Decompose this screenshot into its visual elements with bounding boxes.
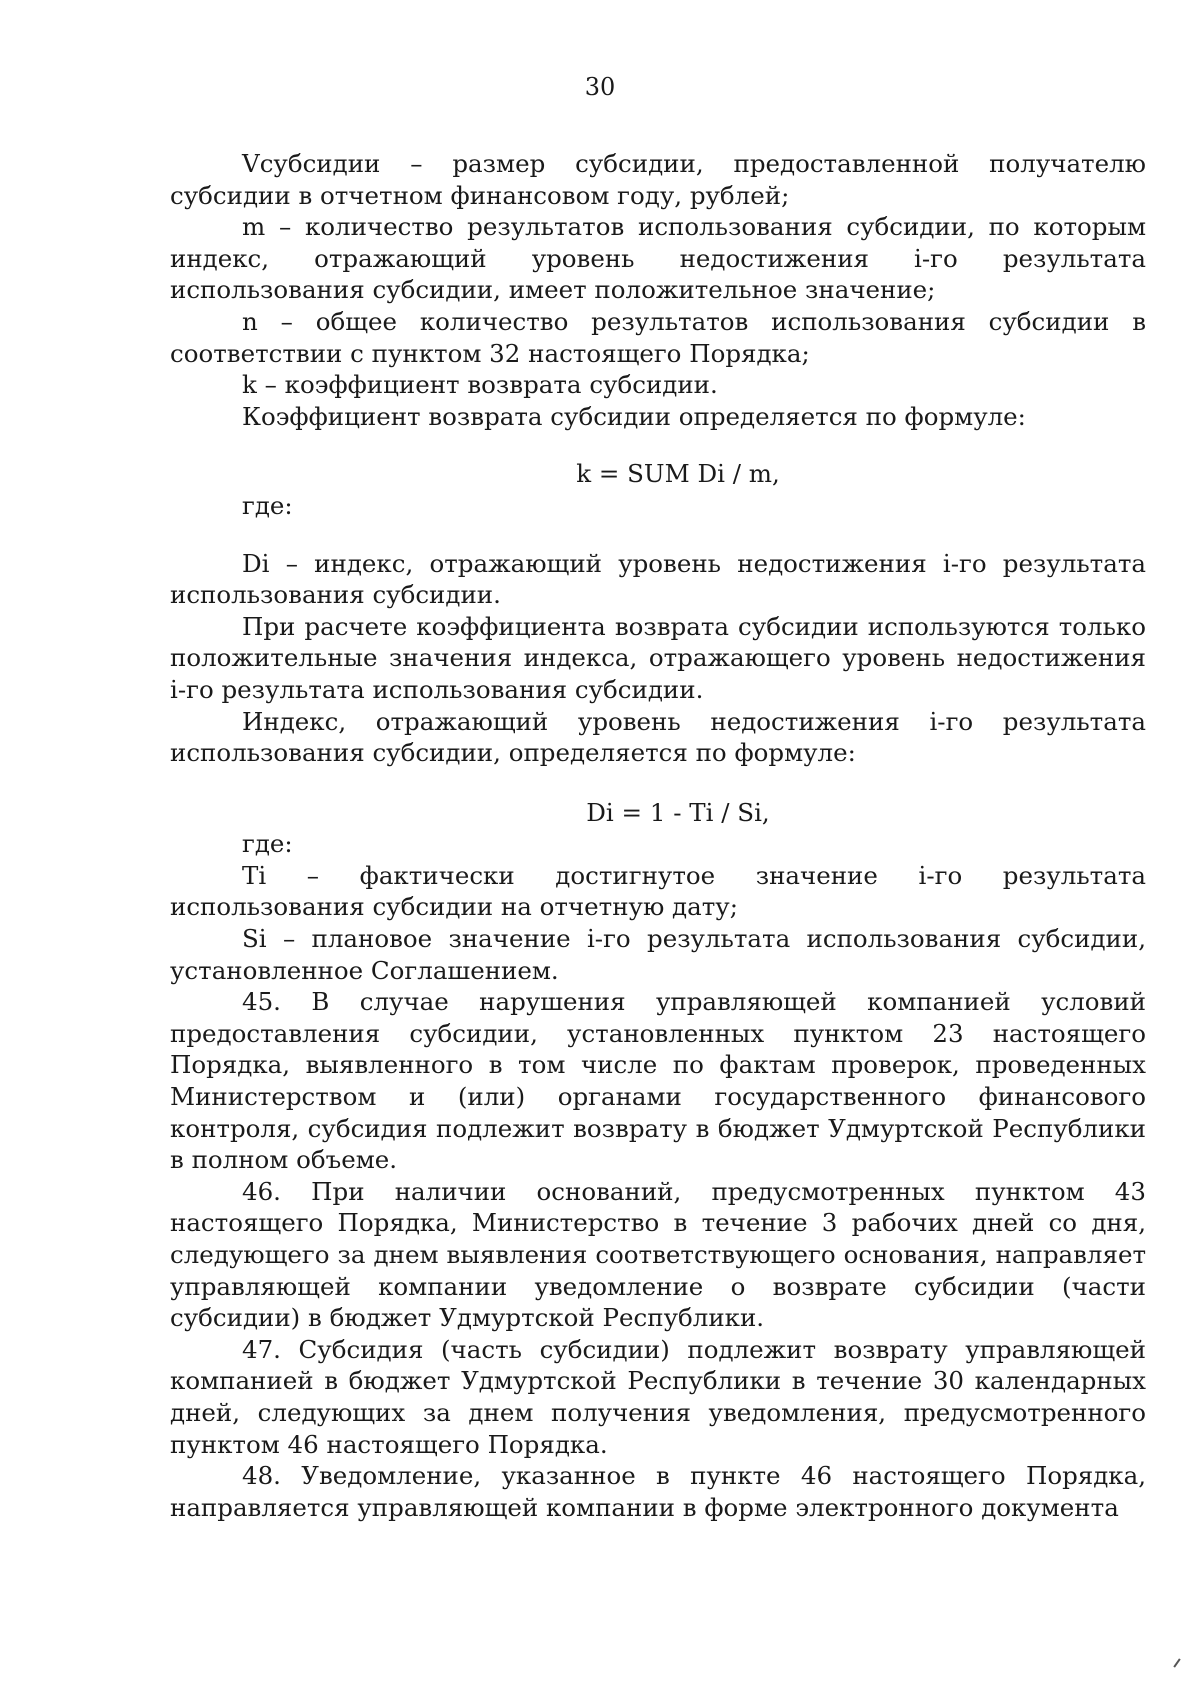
page-number: 30	[584, 73, 616, 101]
definition-si: Si – плановое значение i-го результата использования субсидии, установленное Соглашением.	[170, 924, 1146, 985]
document-body	[170, 148, 1146, 1523]
where-label-2: где:	[242, 829, 293, 859]
clause-46: 46. При наличии оснований, предусмотренных пунктом 43 настоящего Порядка, Министерство в течение 3 рабочих дней со дня, следующего за днем выявления соответствующего основания, направляет управляющей компании уведомление о возврате субсидии (части субсидии) в бюджет Удмуртской Республики.	[170, 1176, 1146, 1333]
clause-45: 45. В случае нарушения управляющей компанией условий предоставления субсидии, установленных пунктом 23 настоящего Порядка, выявленного в том числе по фактам проверок, проведенных Министерством и (или) органами государственного финансового контроля, субсидия подлежит возврату в бюджет Удмуртской Республики в полном объеме.	[170, 987, 1146, 1175]
paragraph-positive-values: При расчете коэффициента возврата субсидии используются только положительные значения индекса, отражающего уровень недостижения i-го результата использования субсидии.	[170, 611, 1146, 704]
definition-di: Di – индекс, отражающий уровень недостижения i-го результата использования субсидии.	[170, 548, 1146, 610]
definition-v-subsidy: Vсубсидии – размер субсидии, предоставленной получателю субсидии в отчетном финансовом году, рублей;	[170, 149, 1146, 210]
definition-k: k – коэффициент возврата субсидии.	[242, 370, 718, 400]
clause-48: 48. Уведомление, указанное в пункте 46 настоящего Порядка, направляется управляющей компании в форме электронного документа	[170, 1461, 1146, 1522]
formula-intro-k: Коэффициент возврата субсидии определяется по формуле:	[242, 401, 1026, 431]
definition-n: n – общее количество результатов использования субсидии в соответствии с пунктом 32 настоящего Порядка;	[170, 306, 1146, 368]
formula-k: k = SUM Di / m,	[576, 459, 780, 489]
scan-mark	[1173, 1658, 1180, 1667]
formula-intro-di: Индекс, отражающий уровень недостижения i-го результата использования субсидии, определяется по формуле:	[170, 706, 1146, 768]
definition-m: m – количество результатов использования субсидии, по которым индекс, отражающий уровень недостижения i-го результата использования субсидии, имеет положительное значение;	[170, 212, 1146, 305]
where-label-1: где:	[242, 490, 293, 520]
clause-47: 47. Субсидия (часть субсидии) подлежит возврату управляющей компанией в бюджет Удмуртской Республики в течение 30 календарных дней, следующих за днем получения уведомления, предусмотренного пунктом 46 настоящего Порядка.	[170, 1334, 1146, 1459]
formula-di: Di = 1 - Ti / Si,	[586, 797, 770, 827]
definition-ti: Ti – фактически достигнутое значение i-го результата использования субсидии на отчетную дату;	[170, 860, 1146, 922]
